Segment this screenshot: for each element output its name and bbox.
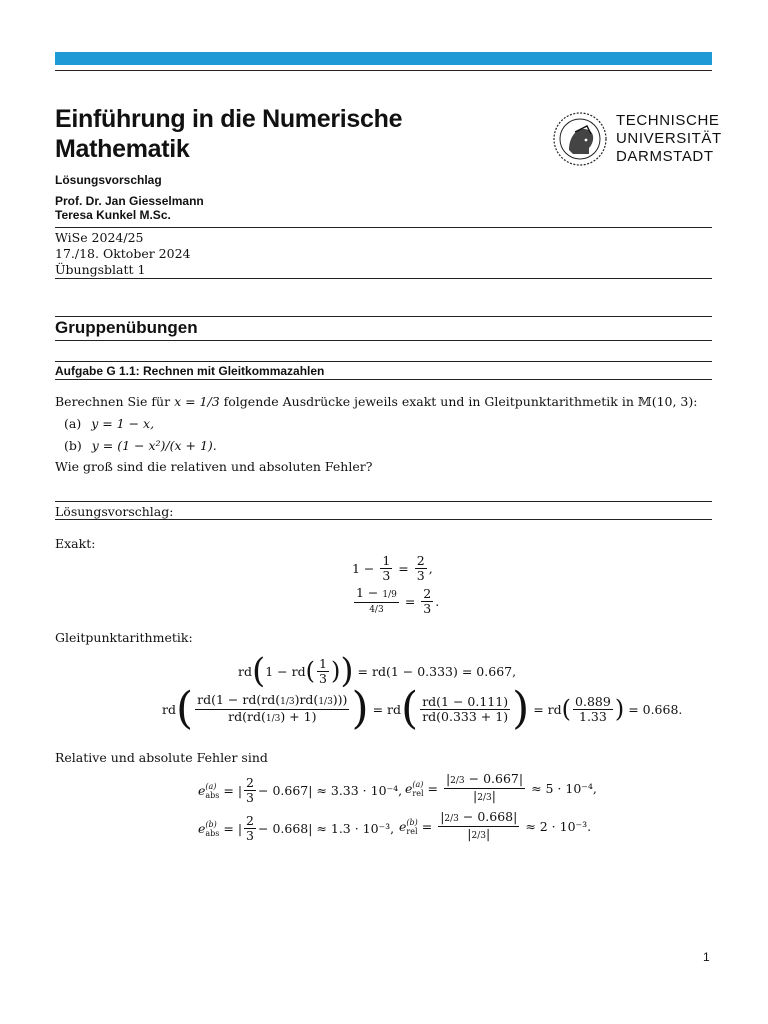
error-abs-a: e (a) abs = | $\frac{2}{3}$ − 0.667| ≈ 3.33 · 10⁻⁴,: [198, 775, 403, 805]
semester: WiSe 2024/25: [55, 230, 144, 245]
float-label: Gleitpunktarithmetik:: [55, 630, 193, 645]
sheet-number: Übungsblatt 1: [55, 262, 146, 277]
task-title: Aufgabe G 1.1: Rechnen mit Gleitkommazahlen: [55, 364, 325, 378]
page-number: 1: [703, 950, 710, 964]
error-rel-a: e (a) rel = $\frac{|2/3 - 0.667|}{|2/3|}$ ≈ 5 · 10⁻⁴,: [405, 771, 597, 803]
solution-bottom-rule: [55, 519, 712, 520]
meta-top-rule: [55, 227, 712, 228]
list-item-b: (b) y = (1 − x²)/(x + 1).: [64, 438, 217, 453]
section-top-rule: [55, 316, 712, 317]
header-rule: [55, 70, 712, 71]
float-equation-1: rd ( 1 − rd ( $\frac{1}{3}$ ) ) = rd(1 − 0.333) = 0.667,: [238, 651, 517, 691]
exact-equation-2: $\frac{1 - 1/9}{4/3}$ = $\frac{2}{3}$ .: [356, 585, 440, 616]
section-title: Gruppenübungen: [55, 318, 198, 337]
sheet-date: 17./18. Oktober 2024: [55, 246, 191, 261]
section-bottom-rule: [55, 340, 712, 341]
math-inline: 𝕄(10, 3):: [637, 394, 698, 409]
author-secondary: Teresa Kunkel M.Sc.: [55, 208, 171, 222]
author-primary: Prof. Dr. Jan Giesselmann: [55, 194, 204, 208]
athena-seal-icon: [553, 110, 607, 168]
task-top-rule: [55, 361, 712, 362]
list-item-a: (a) y = 1 − x,: [64, 416, 155, 431]
error-rel-b: e (b) rel = $\frac{|2/3 - 0.668|}{|2/3|}$ ≈ 2 · 10⁻³.: [399, 809, 592, 841]
document-type: Lösungsvorschlag: [55, 173, 162, 187]
university-logo-text: TECHNISCHE UNIVERSITÄT DARMSTADT: [616, 112, 722, 165]
math-inline: x = 1/3: [174, 394, 220, 409]
sheet-meta: [55, 230, 190, 278]
page-title: Einführung in die Numerische Mathematik: [55, 105, 403, 163]
exact-label: Exakt:: [55, 536, 96, 551]
task-bottom-rule: [55, 379, 712, 380]
float-equation-2: rd ( $\frac{rd(1 - rd(rd(1/3)rd(1/3)))}{rd(rd(1/3) + 1)}$ ) = rd ( $\frac{rd(1 - 0.111)}{rd(0.333 + 1)}$ ) = rd ( $\frac{0.889}{1.33}$ ) = 0.668.: [162, 683, 683, 734]
accent-bar: [55, 52, 712, 65]
error-abs-b: e (b) abs = | $\frac{2}{3}$ − 0.668| ≈ 1.3 · 10⁻³,: [198, 813, 395, 843]
task-question: Wie groß sind die relativen und absoluten Fehler?: [55, 459, 373, 474]
solution-header: Lösungsvorschlag:: [55, 504, 174, 519]
exact-equation-1: 1 − $\frac{1}{3}$ = $\frac{2}{3}$ ,: [352, 553, 433, 583]
task-intro: Berechnen Sie für x = 1/3 folgende Ausdrücke jeweils exakt und in Gleitpunktarithmetik in 𝕄(10, 3):: [55, 394, 698, 409]
errors-label: Relative und absolute Fehler sind: [55, 750, 268, 765]
meta-bottom-rule: [55, 278, 712, 279]
solution-top-rule: [55, 501, 712, 502]
